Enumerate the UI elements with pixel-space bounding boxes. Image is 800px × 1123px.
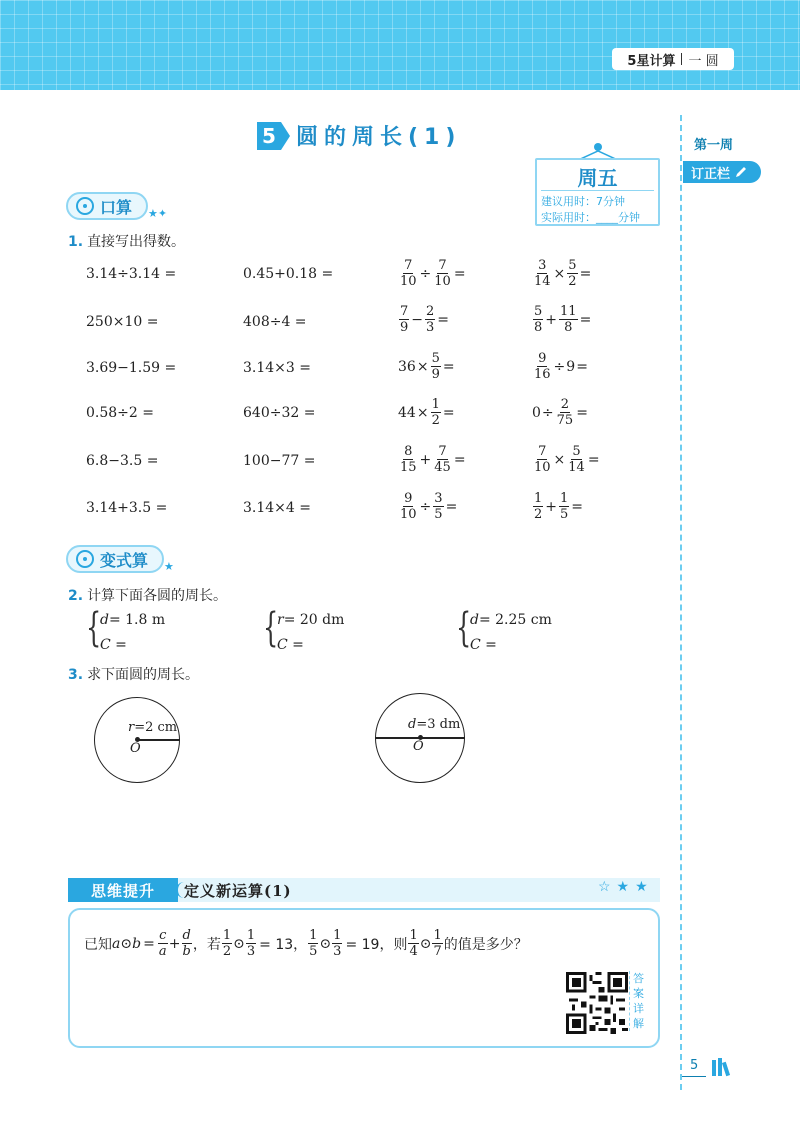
circle-item-3 bbox=[456, 605, 616, 656]
header-band bbox=[0, 0, 800, 90]
thinking-title: 定义新运算(1) bbox=[184, 882, 292, 900]
oral-item: $\frac{9}{10}$ ÷ $\frac{3}{5}$ = bbox=[400, 491, 458, 522]
day-divider bbox=[541, 190, 654, 191]
brace-icon: { bbox=[263, 605, 279, 651]
answer-detail-label[interactable]: 答案详解 bbox=[629, 971, 647, 1031]
brace-icon: { bbox=[456, 605, 472, 651]
question-op: = bbox=[143, 935, 155, 952]
question-var: d bbox=[182, 928, 191, 943]
pencil-icon bbox=[734, 165, 748, 179]
thinking-question bbox=[84, 928, 528, 959]
oral-item: 250×10 = bbox=[86, 314, 159, 330]
day-name: 周五 bbox=[577, 166, 618, 190]
star-icon: ★✦ bbox=[148, 207, 168, 220]
oral-item: 3.14×3 = bbox=[243, 360, 311, 376]
correction-margin-line bbox=[680, 115, 682, 1090]
circumference-blank: C = bbox=[470, 637, 497, 653]
actual-time: 实际用时：____分钟 bbox=[541, 211, 640, 224]
oral-item: 6.8−3.5 = bbox=[86, 453, 159, 469]
question-text: 的值是多少？ bbox=[443, 936, 528, 953]
section-variant-pill bbox=[66, 545, 164, 573]
question-1 bbox=[68, 231, 185, 251]
question-op: ⊙ bbox=[120, 935, 133, 952]
question-num: 1 bbox=[433, 928, 442, 943]
diameter-var: d bbox=[408, 717, 417, 732]
question-var: b bbox=[132, 935, 142, 952]
question-var: a bbox=[112, 935, 121, 952]
book-tag bbox=[612, 48, 734, 70]
oral-item: 44 × $\frac{1}{2}$ = bbox=[398, 397, 455, 428]
week-label: 第一周 bbox=[694, 138, 734, 153]
oral-item: $\frac{5}{8}$ + $\frac{11}{8}$ = bbox=[534, 304, 592, 335]
given-value: = 20 dm bbox=[283, 612, 345, 628]
star-icon: ★ bbox=[164, 560, 174, 573]
section-oral-pill bbox=[66, 192, 148, 220]
lesson-number: 5 bbox=[257, 122, 281, 150]
radius-line bbox=[137, 739, 180, 741]
circumference-blank: C = bbox=[100, 637, 127, 653]
target-icon bbox=[76, 550, 94, 568]
oral-item: 3.14×4 = bbox=[243, 500, 311, 516]
oral-item: $\frac{9}{16}$ ÷ 9 = bbox=[534, 351, 588, 382]
question-num: 3 bbox=[333, 944, 342, 959]
correction-column-label: 订正栏 bbox=[691, 166, 731, 182]
qr-code-icon[interactable] bbox=[566, 972, 628, 1034]
question-text: ，若 bbox=[192, 936, 221, 953]
section-variant-title: 变式算 bbox=[100, 550, 149, 570]
page-number-underline bbox=[682, 1076, 706, 1077]
given-variable: d bbox=[100, 612, 109, 628]
question-num: 3 bbox=[246, 944, 256, 959]
question-num: 1 bbox=[409, 928, 418, 943]
brace-icon: { bbox=[86, 605, 102, 651]
circle-item-2 bbox=[263, 605, 423, 656]
day-card bbox=[535, 158, 660, 226]
diameter-value: =3 dm bbox=[416, 717, 461, 732]
given-value: = 2.25 cm bbox=[478, 612, 552, 628]
card-pin-icon bbox=[594, 143, 602, 151]
lesson-arrow-icon bbox=[281, 122, 290, 150]
oral-item: 0.58÷2 = bbox=[86, 405, 154, 421]
question-1-text: 直接写出得数。 bbox=[87, 234, 186, 250]
unit-name: 一 圆 bbox=[688, 53, 719, 69]
difficulty-stars-icon: ☆★★ bbox=[598, 879, 654, 895]
given-value: = 1.8 m bbox=[108, 612, 166, 628]
question-var: c bbox=[159, 928, 167, 943]
oral-item: 0.45+0.18 = bbox=[243, 266, 334, 282]
oral-item: $\frac{7}{10}$ ÷ $\frac{7}{10}$ = bbox=[400, 258, 466, 289]
question-num: 7 bbox=[433, 944, 442, 959]
oral-item: 640÷32 = bbox=[243, 405, 316, 421]
question-text: 已知 bbox=[84, 936, 112, 953]
radius-value: =2 cm bbox=[134, 720, 178, 735]
given-variable: r bbox=[277, 612, 284, 628]
oral-item: 36 × $\frac{5}{9}$ = bbox=[398, 351, 455, 382]
question-1-number: 1. bbox=[68, 234, 84, 250]
circle-item-1 bbox=[86, 605, 246, 656]
suggested-time: 建议用时：7分钟 bbox=[541, 195, 625, 208]
circumference-blank: C = bbox=[277, 637, 304, 653]
tag-separator bbox=[681, 53, 682, 65]
oral-item: 408÷4 = bbox=[243, 314, 307, 330]
question-3-number: 3. bbox=[68, 667, 84, 683]
question-num: 5 bbox=[309, 944, 318, 959]
question-num: 1 bbox=[222, 928, 232, 943]
question-op: ⊙ bbox=[419, 935, 432, 952]
oral-item: 3.14+3.5 = bbox=[86, 500, 168, 516]
oral-item: 3.14÷3.14 = bbox=[86, 266, 177, 282]
question-2 bbox=[68, 585, 227, 605]
oral-item: $\frac{3}{14}$ × $\frac{5}{2}$ = bbox=[534, 258, 592, 289]
oral-item: $\frac{8}{15}$ + $\frac{7}{45}$ = bbox=[400, 444, 466, 475]
thinking-tag: 思维提升 bbox=[68, 878, 178, 902]
question-op: + bbox=[168, 935, 181, 952]
correction-column-tag bbox=[683, 161, 761, 183]
page-number: 5 bbox=[690, 1058, 699, 1073]
question-num: 2 bbox=[222, 944, 232, 959]
center-label: O bbox=[130, 741, 141, 756]
question-num: 1 bbox=[246, 928, 256, 943]
question-text: = 19，则 bbox=[345, 936, 408, 953]
section-variant-header bbox=[66, 545, 174, 573]
question-2-number: 2. bbox=[68, 588, 84, 604]
radius-label bbox=[128, 720, 177, 735]
oral-item: 0 ÷ $\frac{2}{75}$ = bbox=[532, 397, 588, 428]
question-num: 4 bbox=[409, 944, 418, 959]
question-var: a bbox=[158, 944, 167, 959]
question-num: 1 bbox=[309, 928, 318, 943]
section-oral-header bbox=[66, 192, 167, 220]
lesson-title: 圆的周长(1) bbox=[296, 125, 462, 150]
question-op: ⊙ bbox=[319, 935, 332, 952]
section-oral-title: 口算 bbox=[100, 197, 133, 217]
question-3-text: 求下面圆的周长。 bbox=[87, 667, 200, 683]
question-var: b bbox=[182, 944, 191, 959]
oral-item: 100−77 = bbox=[243, 453, 316, 469]
question-num: 1 bbox=[333, 928, 342, 943]
books-icon bbox=[712, 1058, 728, 1076]
lesson-title-block bbox=[257, 120, 461, 151]
diameter-label bbox=[408, 717, 460, 732]
question-op: ⊙ bbox=[233, 935, 245, 952]
oral-item: $\frac{7}{10}$ × $\frac{5}{14}$ = bbox=[534, 444, 600, 475]
given-variable: d bbox=[470, 612, 479, 628]
question-text: = 13， bbox=[259, 936, 308, 953]
oral-item: $\frac{7}{9}$ − $\frac{2}{3}$ = bbox=[400, 304, 450, 335]
question-3 bbox=[68, 664, 199, 684]
oral-item: 3.69−1.59 = bbox=[86, 360, 177, 376]
center-label: O bbox=[413, 739, 424, 754]
stopwatch-icon bbox=[76, 197, 94, 215]
question-2-text: 计算下面各圆的周长。 bbox=[87, 588, 228, 604]
radius-var: r bbox=[128, 720, 135, 735]
book-name: 5星计算 bbox=[627, 53, 676, 69]
oral-item: $\frac{1}{2}$ + $\frac{1}{5}$ = bbox=[534, 491, 584, 522]
